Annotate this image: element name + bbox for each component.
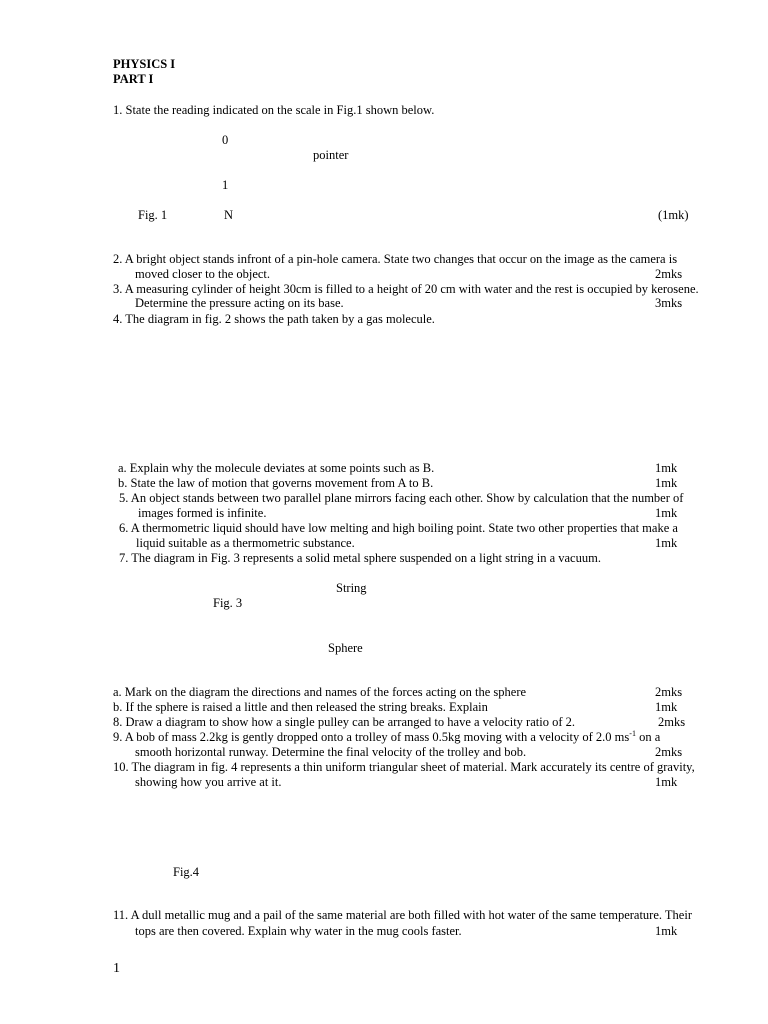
fig1-scale-zero: 0	[222, 133, 229, 147]
fig1-pointer-label: pointer	[313, 148, 349, 162]
question-7b-text: b. If the sphere is raised a little and then released the string breaks. Explain	[113, 700, 488, 714]
part-title: PART I	[113, 72, 154, 86]
question-5-line2: images formed is infinite.	[138, 506, 267, 520]
fig3-sphere-label: Sphere	[328, 641, 363, 655]
question-6-marks: 1mk	[655, 536, 678, 550]
question-6-line2: liquid suitable as a thermometric substance.	[136, 536, 355, 550]
question-9-line1	[113, 730, 660, 745]
question-9-line1-tail: on a	[635, 730, 661, 744]
question-11-line1: 11. A dull metallic mug and a pail of the same material are both filled with hot water of the same temperature. Their	[113, 908, 692, 922]
fig1-unit: N	[224, 208, 234, 222]
question-4-text: 4. The diagram in fig. 2 shows the path taken by a gas molecule.	[113, 312, 435, 326]
question-10-line1: 10. The diagram in fig. 4 represents a thin uniform triangular sheet of material. Mark accurately its centre of gravity,	[113, 760, 695, 774]
fig3-string-label: String	[336, 581, 367, 595]
question-9-unit-exponent: -1	[629, 729, 636, 738]
page-number: 1	[113, 961, 120, 976]
question-7b-marks: 1mk	[655, 700, 678, 714]
question-4b-marks: 1mk	[655, 476, 678, 490]
question-3-line1: 3. A measuring cylinder of height 30cm is filled to a height of 20 cm with water and the rest is occupied by kerosene.	[113, 282, 699, 296]
fig1-scale-one: 1	[222, 178, 229, 192]
question-11-line2: tops are then covered. Explain why water in the mug cools faster.	[135, 924, 462, 938]
question-7-text: 7. The diagram in Fig. 3 represents a solid metal sphere suspended on a light string in a vacuum.	[119, 551, 601, 565]
question-4a-marks: 1mk	[655, 461, 678, 475]
question-4a-text: a. Explain why the molecule deviates at some points such as B.	[118, 461, 435, 475]
question-3-marks: 3mks	[655, 296, 683, 310]
fig4-label: Fig.4	[173, 865, 200, 879]
question-2-line1: 2. A bright object stands infront of a pin-hole camera. State two changes that occur on the image as the camera is	[113, 252, 678, 266]
question-9-line2: smooth horizontal runway. Determine the final velocity of the trolley and bob.	[135, 745, 527, 759]
question-1-marks: (1mk)	[658, 208, 689, 222]
question-8-text: 8. Draw a diagram to show how a single pulley can be arranged to have a velocity ratio of 2.	[113, 715, 575, 729]
fig3-label: Fig. 3	[213, 596, 243, 610]
fig1-label: Fig. 1	[138, 208, 168, 222]
question-6-line1: 6. A thermometric liquid should have low melting and high boiling point. State two other properties that make a	[119, 521, 678, 535]
question-7a-text: a. Mark on the diagram the directions and names of the forces acting on the sphere	[113, 685, 527, 699]
question-1-text: 1. State the reading indicated on the scale in Fig.1 shown below.	[113, 103, 435, 117]
subject-title: PHYSICS I	[113, 57, 176, 71]
question-11-marks: 1mk	[655, 924, 678, 938]
question-5-line1: 5. An object stands between two parallel plane mirrors facing each other. Show by calculation that the number of	[119, 491, 684, 505]
question-8-marks: 2mks	[658, 715, 686, 729]
question-10-line2: showing how you arrive at it.	[135, 775, 282, 789]
question-3-line2: Determine the pressure acting on its base.	[135, 296, 344, 310]
question-9-marks: 2mks	[655, 745, 683, 759]
question-4b-text: b. State the law of motion that governs movement from A to B.	[118, 476, 434, 490]
question-2-line2: moved closer to the object.	[135, 267, 271, 281]
question-5-marks: 1mk	[655, 506, 678, 520]
question-10-marks: 1mk	[655, 775, 678, 789]
question-2-marks: 2mks	[655, 267, 683, 281]
question-9-line1-main: 9. A bob of mass 2.2kg is gently dropped onto a trolley of mass 0.5kg moving with a velocity of 2.0 ms	[113, 730, 630, 744]
question-7a-marks: 2mks	[655, 685, 683, 699]
